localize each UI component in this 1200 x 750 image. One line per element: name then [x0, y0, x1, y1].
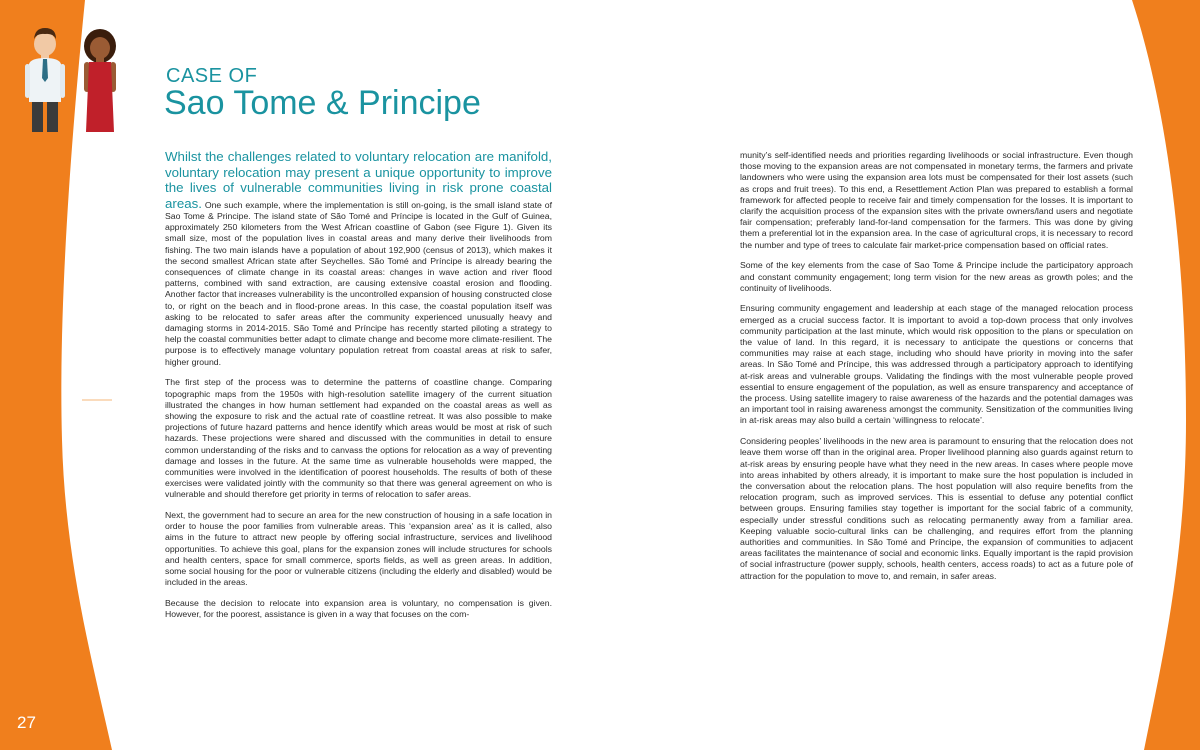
page-number: 27 [17, 713, 36, 732]
body-paragraph: The first step of the process was to determine the patterns of coastline change. Comparing topographic maps from the 1950s with high-resolution satellite imagery of the current situation illustrated the changes in how human settlement had expanded on the coastal areas as well as showing the exposure to risk and the actual rate of coastline retreat. It was also possible to make projections of future hazard patterns and hence identify which areas would be most at risk of such hazards. These projections were shared and discussed with the communities in detail to ensure common understanding of the risks and to canvass the options for relocation as a way of preventing damage and losses in the future. At the same time as vulnerable households were mapped, the communities were involved in the identification of poorest households. The results of both of these exercises were validated jointly with the community so that there was general agreement on who is vulnerable and should therefore get priority in terms of relocation to safer areas. [165, 377, 552, 500]
left-column [165, 149, 552, 630]
right-column [740, 150, 1133, 591]
people-illustration [20, 22, 130, 132]
page-title: Sao Tome & Principe [164, 84, 481, 122]
body-paragraph: Because the decision to relocate into expansion area is voluntary, no compensation is given. However, for the poorest, assistance is given in a way that focuses on the com- [165, 598, 552, 620]
body-paragraph: Ensuring community engagement and leadership at each stage of the managed relocation process emerged as a crucial success factor. It is important to avoid a top-down process that only involves community participation at the last minute, which would risk opposition to the plans or speculation on the value of land. In this regard, it is necessary to anticipate the questions or concerns that communities may raise at each stage, including who should have priority in moving into the safer areas. In São Tomé and Príncipe, this was addressed through a participatory approach to identifying at-risk areas and vulnerable groups. Validating the findings with the most vulnerable people proved essential to ensure engagement of the population, as well as ensure transparency and acceptance of the process. Using satellite imagery to raise awareness of the hazards and the potential damages was an important tool in raising awareness amongst the community. Sensitization of the communities living in at-risk areas may also build a certain ‘willingness to relocate’. [740, 303, 1133, 426]
intro-body-text: One such example, where the implementation is still on-going, is the small island state of Sao Tome & Principe. The island state of São Tomé and Príncipe is located in the Gulf of Guinea, approximately 250 kilometers from the West African coastline of Gabon (see Figure 1). Given its small size, most of the population lives in coastal areas and many derive their livelihoods from fishing. The two main islands have a population of about 192,900 (census of 2013), which makes it the second smallest African state after Seychelles. São Tomé and Príncipe is already bearing the consequences of climate change in its coastal areas: changes in wave action and river flood patterns, combined with sand extraction, are causing extensive coastal erosion and flooding. Another factor that increases vulnerability is the uncontrolled expansion of housing constructed close to, or right on the beach and in flood-prone areas. In this case, the coastal population itself was asking to be relocated to safer areas after the community experienced unusually heavy and damaging storms in 2014-2015. São Tomé and Príncipe has recently started piloting a strategy to help the coastal communities better adapt to climate change and become more climate-resilient. The purpose is to effectively manage voluntary population retreat from coastal areas at risk to safer, higher ground. [165, 199, 552, 367]
woman-figure [84, 29, 116, 132]
body-paragraph: Considering peoples’ livelihoods in the new area is paramount to ensuring that the relocation does not leave them worse off than in the original area. Proper livelihood planning also guards against return to at-risk areas by ensuring people have what they need in the new areas. In cases where people move into areas inhabited by others already, it is important to make sure the host population is included in the conversation about the relocation plans. The host population will also require benefits from the relocation program, such as improved services. This is essential to defuse any potential conflict between groups. Ensuring families stay together is important for the social fabric of a community, especially under stressful conditions such as relocating permanently away from a familiar area. Keeping valuable socio-cultural links can be challenging, and requires effort from the planning authorities and communities. In São Tomé and Príncipe, the expansion of communities to adjacent areas facilitates the maintenance of social and economic links. Equally important is the rapid provision of social infrastructure (power supply, schools, health centers, access roads) to act as a future pole of attraction for the population to move to, and remain, in safer areas. [740, 436, 1133, 581]
intro-paragraph [165, 149, 552, 368]
right-orange-band [1132, 0, 1200, 750]
man-figure [25, 28, 65, 132]
lead-text: Whilst the challenges related to voluntary relocation are manifold, voluntary relocation may present a unique opportunity to improve the lives of vulnerable communities living in risk prone coastal areas. [165, 149, 552, 211]
body-paragraph: Next, the government had to secure an area for the new construction of housing in a safe location in order to house the poor families from vulnerable areas. This ‘expansion area’ as it is called, also aims in the future to attract new people by offering social infrastructure, services and livelihood opportunities. To achieve this goal, plans for the expansion zones will include structures for schools and health centers, space for small commerce, sports fields, as well as green areas. In addition, some social housing for the poor or vulnerable citizens (including the elderly and disabled) would be included in the areas. [165, 510, 552, 588]
body-paragraph: munity’s self-identified needs and priorities regarding livelihoods or social infrastructure. Even though those moving to the expansion areas are not compensated in monetary terms, the farmers and private landowners who were using the expansion area lots must be compensated for their lost assets (such as crops and fruit trees). To this end, a Resettlement Action Plan was prepared to establish a formal framework for affected people to receive fair and timely compensation for the losses. It is important to clarify the acquisition process of the expansion sites with the private owners/land users and negotiate fair compensation; preferably land-for-land compensation for the farmers. This was done by giving them a preferential lot in the expansion area. In the case of agricultural crops, it is necessary to record the number and type of trees to calculate fair market-price compensation based on official rates. [740, 150, 1133, 250]
body-paragraph: Some of the key elements from the case of Sao Tome & Principe include the participatory approach and constant community engagement; long term vision for the new areas as growth poles; and the continuity of livelihoods. [740, 260, 1133, 293]
case-label: CASE OF [166, 65, 258, 87]
